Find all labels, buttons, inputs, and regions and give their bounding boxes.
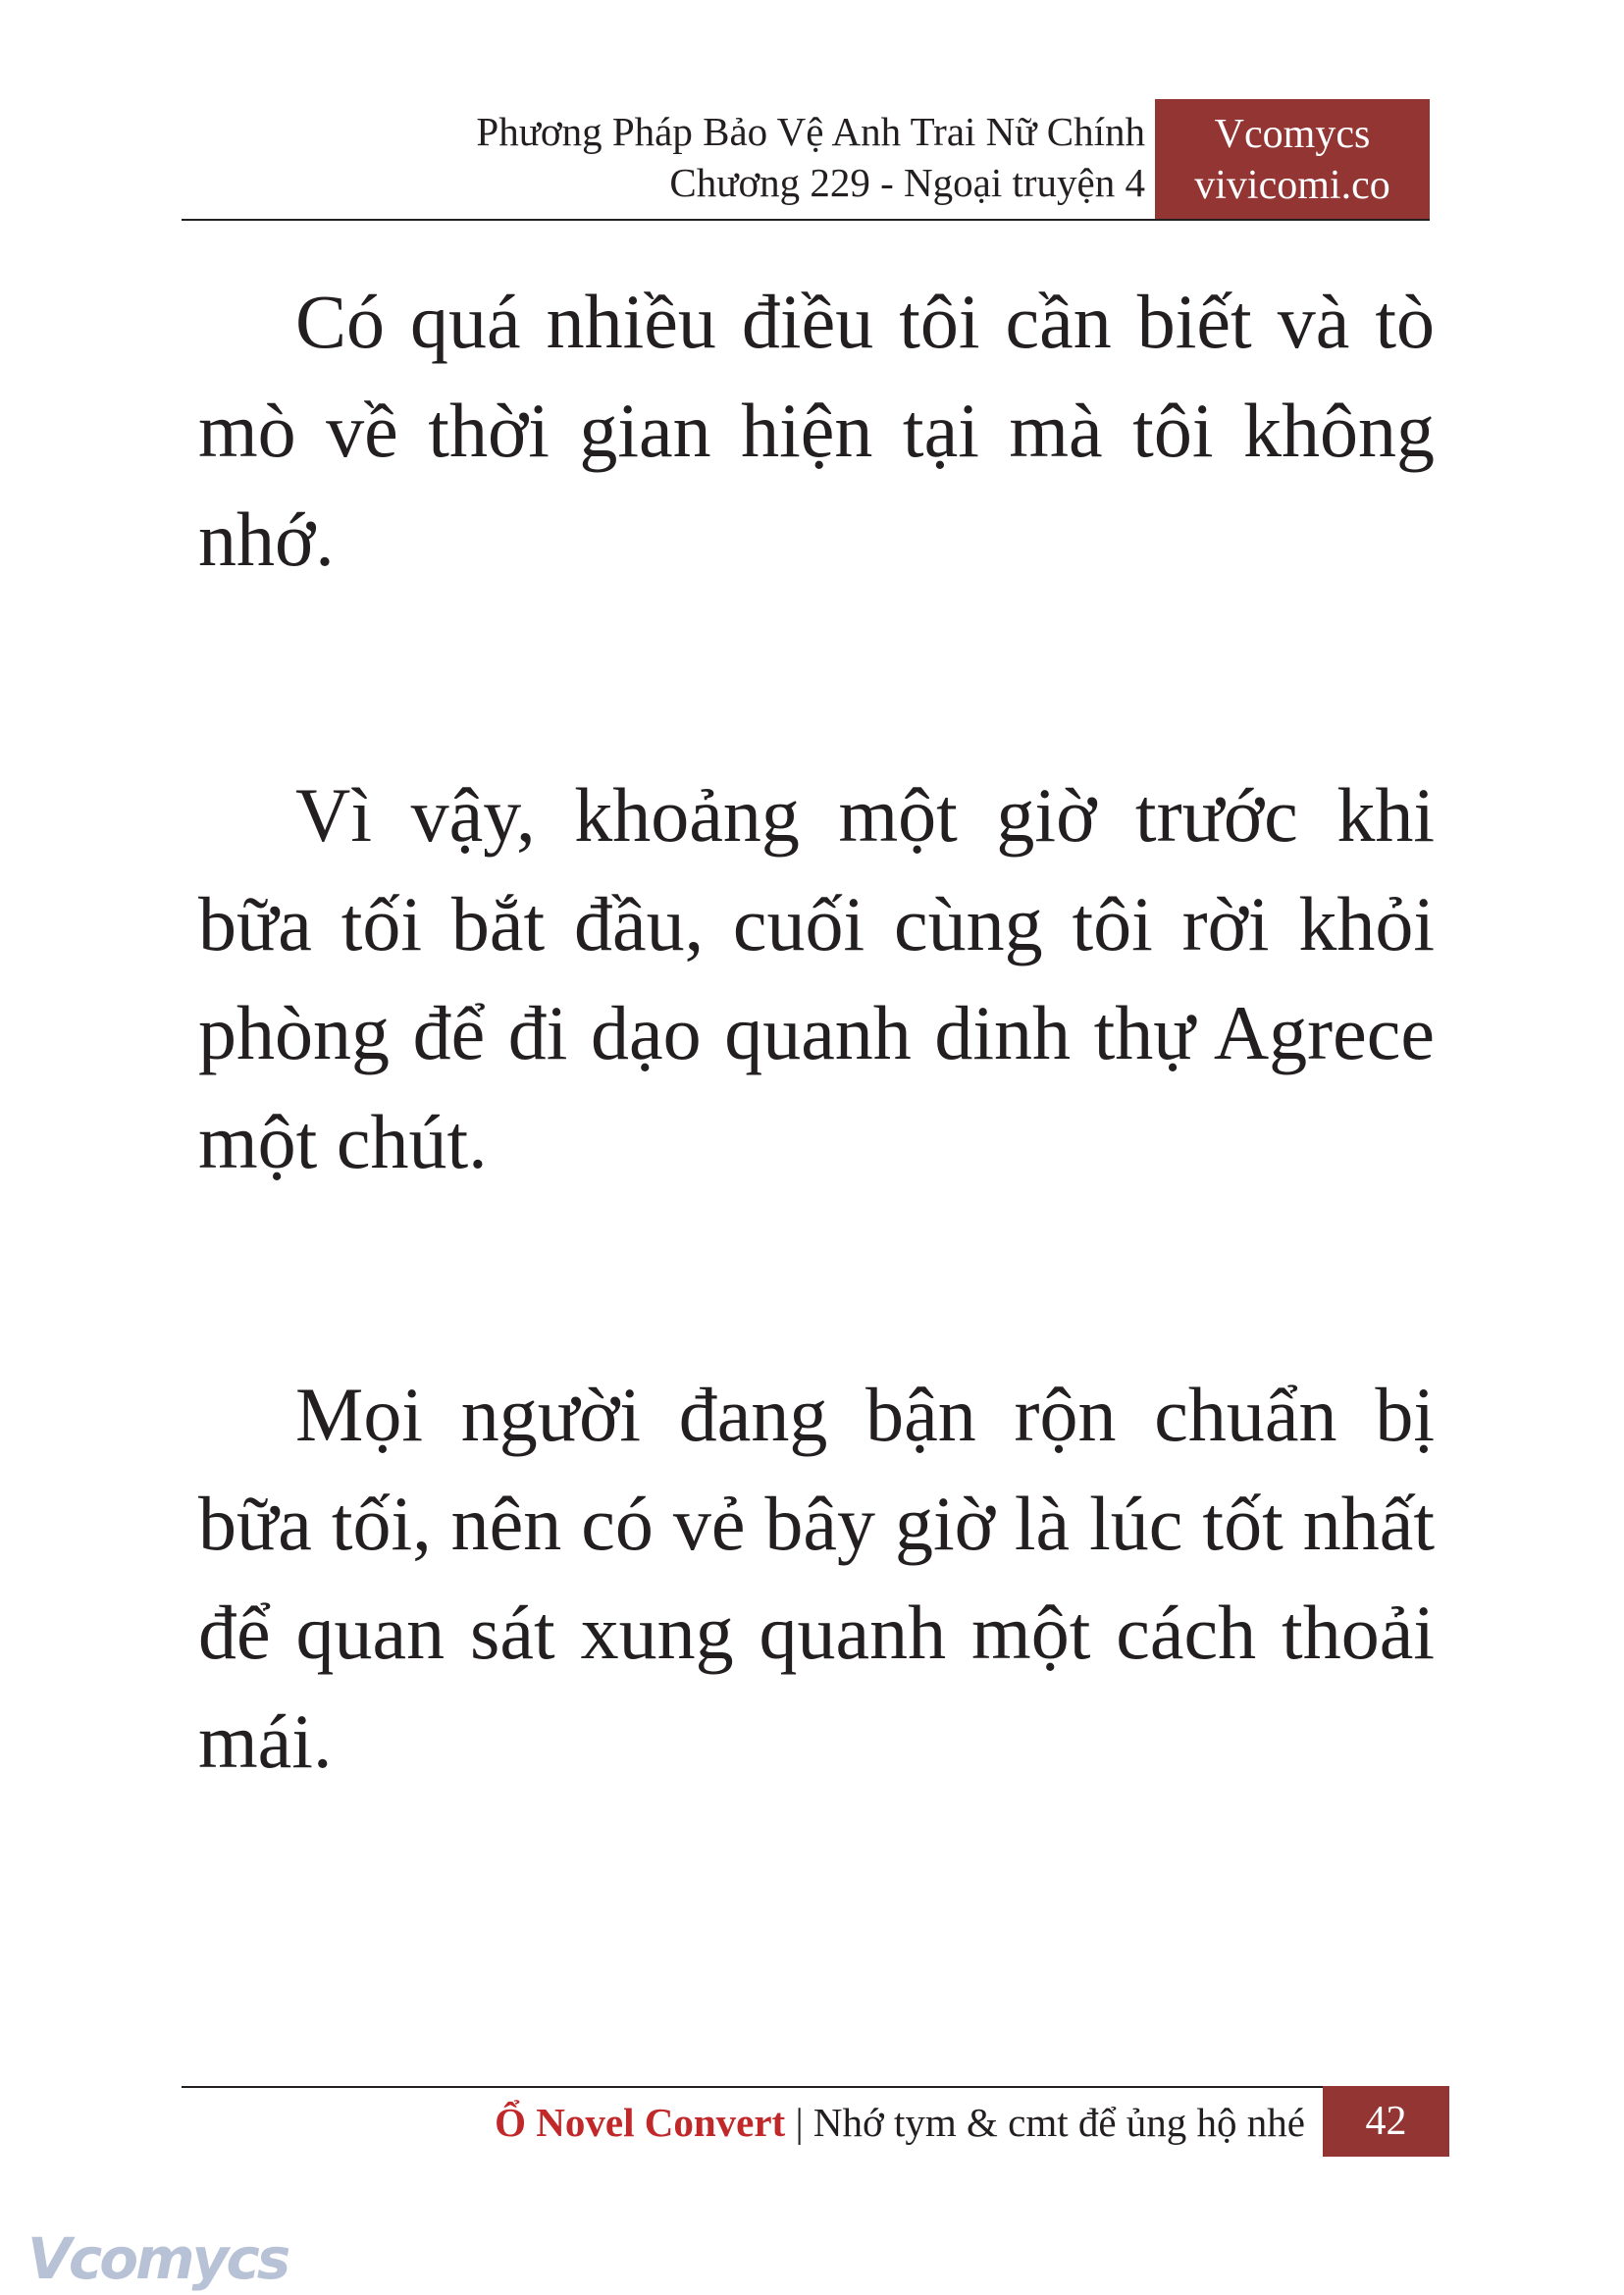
footer-brand: Ổ Novel Convert — [495, 2100, 786, 2145]
publisher-site: vivicomi.co — [1194, 163, 1390, 208]
footer-line — [495, 2096, 1305, 2149]
footer-divider — [182, 2086, 1323, 2088]
footer-message: Nhớ tym & cmt để ủng hộ nhé — [812, 2100, 1305, 2145]
running-header — [476, 106, 1145, 208]
body-paragraph: Vì vậy, khoảng một giờ trước khi bữa tối bắt đầu, cuối cùng tôi rời khỏi phòng để đi dạo quanh dinh thự Agrece một chút. — [198, 772, 1435, 1184]
watermark-logo: Vcomycs — [27, 2225, 288, 2292]
body-paragraph: Có quá nhiều điều tôi cần biết và tò mò về thời gian hiện tại mà tôi không nhớ. — [198, 279, 1435, 582]
chapter-title: Chương 229 - Ngoại truyện 4 — [669, 160, 1145, 205]
publisher-badge — [1155, 99, 1430, 221]
body-paragraph: Mọi người đang bận rộn chuẩn bị bữa tối, nên có vẻ bây giờ là lúc tốt nhất để quan sát xung quanh một cách thoải mái. — [198, 1372, 1435, 1784]
page-number-badge — [1323, 2086, 1449, 2157]
header-divider — [182, 219, 1430, 221]
footer-separator: | — [795, 2100, 804, 2145]
book-title: Phương Pháp Bảo Vệ Anh Trai Nữ Chính — [476, 109, 1145, 154]
page-number: 42 — [1365, 2099, 1407, 2144]
publisher-name: Vcomycs — [1214, 112, 1371, 157]
